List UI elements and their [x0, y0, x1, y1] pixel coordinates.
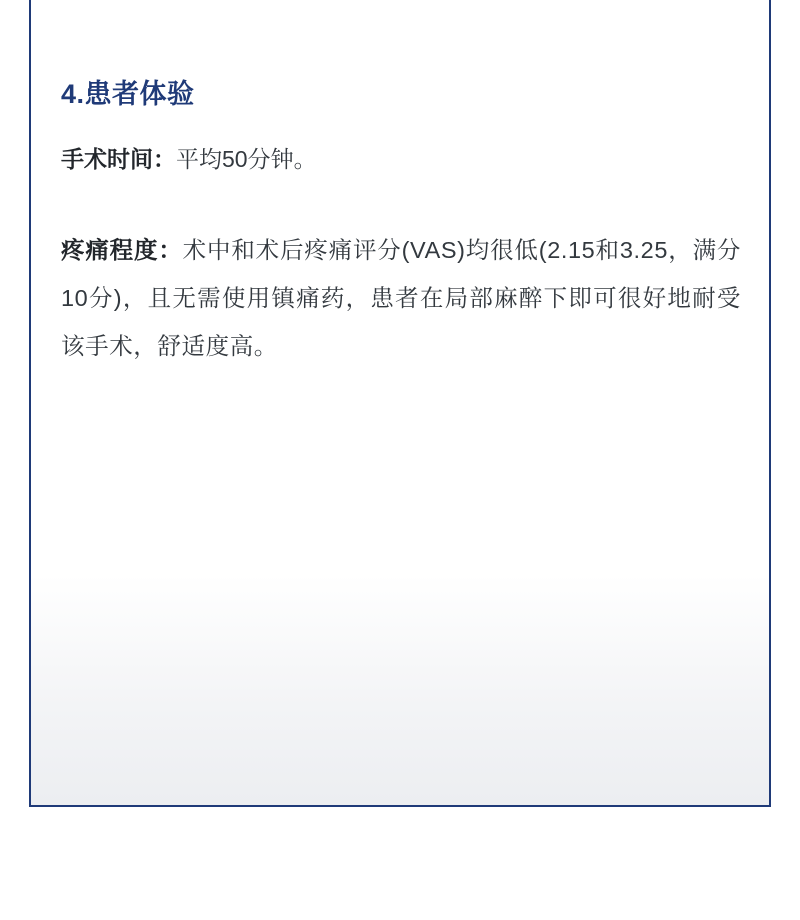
- page-title: 4.患者体验: [61, 79, 195, 109]
- paragraph-label-pain-level: 疼痛程度：: [61, 237, 183, 264]
- paragraph-pain-level: [61, 226, 741, 371]
- paragraph-text-pain-level: 术中和术后疼痛评分(VAS)均很低(2.15和3.25，满分10分)，且无需使用镇痛药，患者在局部麻醉下即可很好地耐受该手术，舒适度高。: [61, 237, 742, 360]
- paragraph-spacer: [61, 182, 741, 226]
- paragraph-label-surgery-time: 手术时间：: [61, 146, 176, 173]
- content-card: [29, 0, 771, 807]
- paragraph-surgery-time: [61, 138, 741, 182]
- card-content: [61, 78, 741, 371]
- paragraph-text-surgery-time: 平均50分钟。: [176, 146, 317, 173]
